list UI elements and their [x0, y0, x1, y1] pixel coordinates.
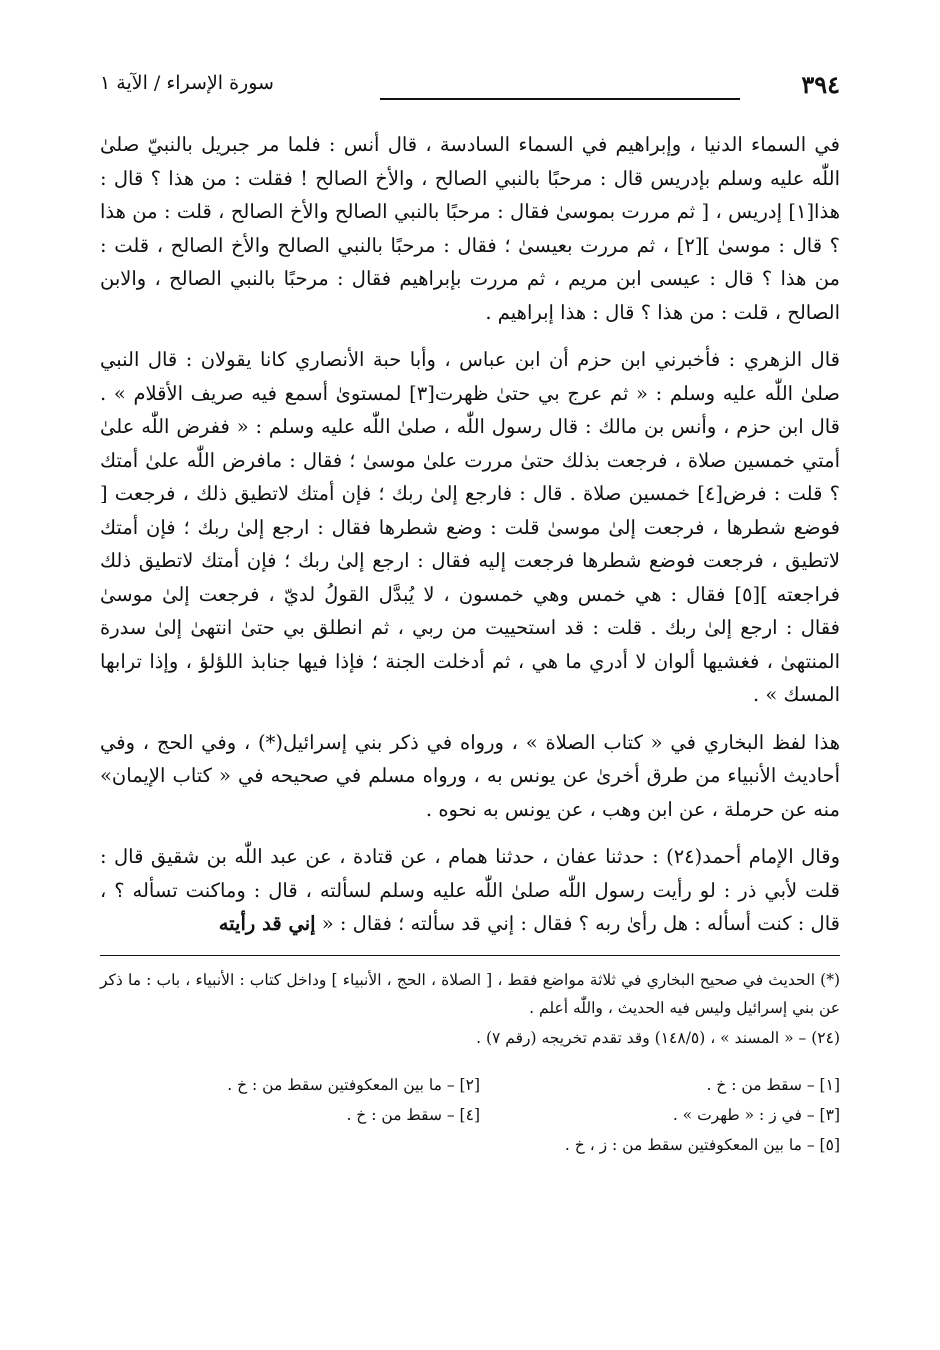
manuscript-note: [١] – سقط من : خ .: [706, 1075, 840, 1094]
paragraph-bold-quote: إني قد رأيته: [218, 912, 316, 935]
page-number: ٣٩٤: [801, 70, 840, 99]
paragraph: هذا لفظ البخاري في « كتاب الصلاة » ، ورواه في ذكر بني إسرائيل(*) ، وفي الحج ، وفي أحاديث الأنبياء من طرق أخرىٰ عن يونس به ، ورواه مسلم في صحيحه في « كتاب الإيمان» منه عن حرملة ، عن ابن وهب ، عن يونس به نحوه .: [100, 730, 840, 821]
manuscript-notes-row: [100, 1100, 840, 1130]
header-rule: [380, 98, 740, 100]
manuscript-note: [٢] – ما بين المعكوفتين سقط من : خ .: [227, 1075, 480, 1094]
main-text: [100, 128, 840, 941]
manuscript-note: [٤] – سقط من : خ .: [346, 1105, 480, 1124]
manuscript-note: [٣] – في ز : « طهرت » .: [672, 1105, 840, 1124]
page-header: [100, 70, 840, 110]
manuscript-notes-row: [100, 1070, 840, 1100]
footnote: (٢٤) – « المسند » ، (١٤٨/٥) وقد تقدم تخريجه (رقم ٧) .: [476, 1028, 840, 1047]
manuscript-notes: [100, 1070, 840, 1160]
paragraph: قال الزهري : فأخبرني ابن حزم أن ابن عباس ، وأبا حبة الأنصاري كانا يقولان : قال النبي صلىٰ اللّٰه عليه وسلم : « ثم عرج بي حتىٰ ظهرت[٣] لمستوىٰ أسمع فيه صريف الأقلام » . قال ابن حزم ، وأنس بن مالك : قال رسول اللّٰه ، صلىٰ اللّٰه عليه وسلم : « ففرض اللّٰه علىٰ أمتي خمسين صلاة ، فرجعت بذلك حتىٰ مررت علىٰ موسىٰ ؛ فقال : مافرض اللّٰه علىٰ أمتك ؟ قلت : فرض[٤] خمسين صلاة . قال : فارجع إلىٰ ربك ؛ فإن أمتك لاتطيق ذلك ، فرجعت [ فوضع شطرها ، فرجعت إلىٰ موسىٰ قلت : وضع شطرها فقال : ارجع إلىٰ ربك ؛ فإن أمتك لاتطيق ، فرجعت فوضع شطرها فرجعت إليه فقال : ارجع إلىٰ ربك ؛ فإن أمتك لاتطيق ذلك فراجعته ][٥] فقال : هي خمس وهي خمسون ، لا يُبدَّل القولُ لديّ ، فرجعت إلىٰ موسىٰ فقال : ارجع إلىٰ ربك . قلت : قد استحييت من ربي ، ثم انطلق بي حتىٰ انتهىٰ إلىٰ سدرة المنتهىٰ ، فغشيها ألوان لا أدري ما هي ، ثم أدخلت الجنة ؛ فإذا فيها جنابذ اللؤلؤ ، وإذا ترابها المسك » .: [100, 348, 840, 706]
paragraph: [100, 840, 840, 941]
paragraph: في السماء الدنيا ، وإبراهيم في السماء السادسة ، قال أنس : فلما مر جبريل بالنبيّ صلىٰ اللّٰه عليه وسلم بإدريس قال : مرحبًا بالنبي الصالح ، والأخ الصالح ! فقلت : من هذا ؟ قال : هذا[١] إدريس ، [ ثم مررت بموسىٰ فقال : مرحبًا بالنبي الصالح والأخ الصالح ، قلت : من هذا ؟ قال : موسىٰ ][٢] ، ثم مررت بعيسىٰ ؛ فقال : مرحبًا بالنبي الصالح والأخ الصالح ، قلت : من هذا ؟ قال : عيسى ابن مريم ، ثم مررت بإبراهيم فقال : مرحبًا بالنبي الصالح ، والابن الصالح ، قلت : من هذا ؟ قال : هذا إبراهيم .: [100, 133, 840, 324]
book-page: [100, 70, 840, 1160]
footnote-rule: [100, 955, 840, 956]
footnote: (*) الحديث في صحيح البخاري في ثلاثة مواضع فقط ، [ الصلاة ، الحج ، الأنبياء ] وداخل كتاب : الأنبياء ، باب : ما ذكر عن بني إسرائيل وليس فيه الحديث ، واللّٰه أعلم .: [100, 970, 840, 1017]
footnotes: [100, 966, 840, 1052]
paragraph-text: وقال الإمام أحمد(٢٤) : حدثنا عفان ، حدثنا همام ، عن قتادة ، عن عبد اللّٰه بن شقيق قال : قلت لأبي ذر : لو رأيت رسول اللّٰه صلىٰ اللّٰه عليه وسلم لسألته ، قال : وماكنت تسأله ؟ ، قال : كنت أسأله : هل رأىٰ ربه ؟ فقال : إني قد سألته ؛ فقال : «: [100, 845, 840, 935]
running-title: سورة الإسراء / الآية ١: [100, 72, 274, 94]
manuscript-notes-row: [100, 1130, 840, 1160]
manuscript-note: [٥] – ما بين المعكوفتين سقط من : ز ، خ .: [564, 1135, 840, 1154]
